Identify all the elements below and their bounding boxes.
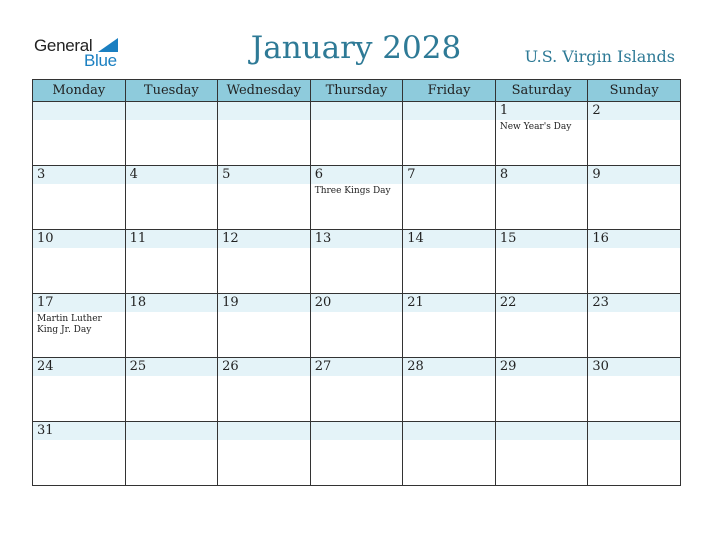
- day-number: 30: [588, 358, 680, 376]
- day-cell[interactable]: [33, 102, 126, 166]
- holiday-label: [403, 440, 495, 442]
- day-cell[interactable]: [218, 230, 311, 294]
- day-number: 23: [588, 294, 680, 312]
- day-cell[interactable]: [310, 422, 403, 486]
- day-number: [311, 102, 403, 120]
- holiday-label: [33, 248, 125, 250]
- day-cell[interactable]: [588, 358, 681, 422]
- week-row: [33, 294, 681, 358]
- day-number: 29: [496, 358, 588, 376]
- day-cell[interactable]: [33, 294, 126, 358]
- holiday-label: [311, 120, 403, 122]
- holiday-label: [218, 120, 310, 122]
- holiday-label: [311, 376, 403, 378]
- day-number: 21: [403, 294, 495, 312]
- day-cell[interactable]: [33, 166, 126, 230]
- day-cell[interactable]: [125, 102, 218, 166]
- day-cell[interactable]: [125, 166, 218, 230]
- day-cell[interactable]: [33, 230, 126, 294]
- holiday-label: [588, 376, 680, 378]
- calendar-grid: [32, 79, 681, 486]
- week-row: [33, 422, 681, 486]
- weekday-header: Monday: [33, 80, 126, 102]
- day-number: [33, 102, 125, 120]
- day-cell[interactable]: [495, 294, 588, 358]
- day-cell[interactable]: [495, 422, 588, 486]
- holiday-label: [496, 248, 588, 250]
- day-cell[interactable]: [125, 358, 218, 422]
- holiday-label: [33, 376, 125, 378]
- day-cell[interactable]: [125, 294, 218, 358]
- day-number: 15: [496, 230, 588, 248]
- day-number: 7: [403, 166, 495, 184]
- day-number: 12: [218, 230, 310, 248]
- day-cell[interactable]: [218, 294, 311, 358]
- day-number: 1: [496, 102, 588, 120]
- day-number: 4: [126, 166, 218, 184]
- day-cell[interactable]: [403, 358, 496, 422]
- holiday-label: [496, 312, 588, 314]
- day-cell[interactable]: [218, 102, 311, 166]
- day-cell[interactable]: [588, 102, 681, 166]
- weekday-header: Thursday: [310, 80, 403, 102]
- day-number: 13: [311, 230, 403, 248]
- holiday-label: [403, 184, 495, 186]
- day-cell[interactable]: [125, 230, 218, 294]
- day-number: 9: [588, 166, 680, 184]
- day-number: 6: [311, 166, 403, 184]
- day-number: [403, 102, 495, 120]
- day-cell[interactable]: [310, 230, 403, 294]
- weekday-header: Saturday: [495, 80, 588, 102]
- weekday-header-row: [33, 80, 681, 102]
- day-cell[interactable]: [588, 294, 681, 358]
- day-number: 14: [403, 230, 495, 248]
- day-number: [496, 422, 588, 440]
- day-number: 27: [311, 358, 403, 376]
- day-cell[interactable]: [33, 422, 126, 486]
- holiday-label: [126, 376, 218, 378]
- region-label: U.S. Virgin Islands: [524, 47, 675, 66]
- week-row: [33, 358, 681, 422]
- holiday-label: [218, 440, 310, 442]
- holiday-label: [218, 184, 310, 186]
- day-number: [126, 102, 218, 120]
- holiday-label: [311, 248, 403, 250]
- day-number: [218, 422, 310, 440]
- holiday-label: Three Kings Day: [314, 186, 391, 196]
- day-cell[interactable]: [125, 422, 218, 486]
- day-number: [218, 102, 310, 120]
- day-number: 28: [403, 358, 495, 376]
- holiday-label: [588, 248, 680, 250]
- day-cell[interactable]: [218, 166, 311, 230]
- calendar-title: January 2028: [250, 30, 462, 66]
- weekday-header: Sunday: [588, 80, 681, 102]
- holiday-label: [403, 248, 495, 250]
- holiday-label: [403, 312, 495, 314]
- day-cell[interactable]: [588, 166, 681, 230]
- holiday-label: [496, 184, 588, 186]
- holiday-label: [496, 440, 588, 442]
- day-number: 3: [33, 166, 125, 184]
- day-cell[interactable]: [403, 230, 496, 294]
- weekday-header: Friday: [403, 80, 496, 102]
- day-cell[interactable]: [33, 358, 126, 422]
- day-cell[interactable]: [310, 166, 403, 230]
- day-number: 18: [126, 294, 218, 312]
- day-cell[interactable]: [495, 230, 588, 294]
- holiday-label: [218, 376, 310, 378]
- day-cell[interactable]: [588, 230, 681, 294]
- week-row: [33, 166, 681, 230]
- holiday-label: [126, 184, 218, 186]
- holiday-label: [496, 376, 588, 378]
- holiday-label: [588, 184, 680, 186]
- day-cell[interactable]: [588, 422, 681, 486]
- day-cell[interactable]: [218, 422, 311, 486]
- weekday-header: Wednesday: [218, 80, 311, 102]
- day-cell[interactable]: [310, 102, 403, 166]
- day-cell[interactable]: [310, 294, 403, 358]
- holiday-label: New Year's Day: [499, 122, 572, 132]
- day-number: 26: [218, 358, 310, 376]
- holiday-label: [126, 248, 218, 250]
- holiday-label: [311, 312, 403, 314]
- day-cell[interactable]: [495, 166, 588, 230]
- day-number: 19: [218, 294, 310, 312]
- holiday-label: [126, 120, 218, 122]
- day-cell[interactable]: [403, 102, 496, 166]
- holiday-label: [588, 120, 680, 122]
- holiday-label: [126, 312, 218, 314]
- holiday-label: [126, 440, 218, 442]
- day-number: 8: [496, 166, 588, 184]
- day-cell[interactable]: [495, 358, 588, 422]
- day-number: [311, 422, 403, 440]
- day-number: 20: [311, 294, 403, 312]
- holiday-label: [218, 312, 310, 314]
- day-number: 16: [588, 230, 680, 248]
- day-number: 31: [33, 422, 125, 440]
- week-row: [33, 230, 681, 294]
- holiday-label: [33, 440, 125, 442]
- day-number: 2: [588, 102, 680, 120]
- holiday-label: [33, 184, 125, 186]
- day-number: 11: [126, 230, 218, 248]
- logo-general-text: General: [34, 36, 93, 55]
- day-number: 24: [33, 358, 125, 376]
- holiday-label: [311, 440, 403, 442]
- day-cell[interactable]: [310, 358, 403, 422]
- logo-blue-text: Blue: [84, 51, 117, 70]
- holiday-label: [33, 120, 125, 122]
- weekday-header: Tuesday: [125, 80, 218, 102]
- day-number: [126, 422, 218, 440]
- holiday-label: [403, 120, 495, 122]
- day-cell[interactable]: [403, 166, 496, 230]
- holiday-label: Martin Luther King Jr. Day: [37, 314, 102, 335]
- day-cell[interactable]: [403, 294, 496, 358]
- holiday-label: [588, 312, 680, 314]
- day-number: 22: [496, 294, 588, 312]
- day-number: 25: [126, 358, 218, 376]
- day-number: [403, 422, 495, 440]
- day-number: 10: [33, 230, 125, 248]
- day-number: 17: [33, 294, 125, 312]
- holiday-label: [403, 376, 495, 378]
- day-cell[interactable]: [403, 422, 496, 486]
- day-cell[interactable]: [495, 102, 588, 166]
- week-row: [33, 102, 681, 166]
- holiday-label: [588, 440, 680, 442]
- holiday-label: [218, 248, 310, 250]
- day-number: [588, 422, 680, 440]
- day-number: 5: [218, 166, 310, 184]
- day-cell[interactable]: [218, 358, 311, 422]
